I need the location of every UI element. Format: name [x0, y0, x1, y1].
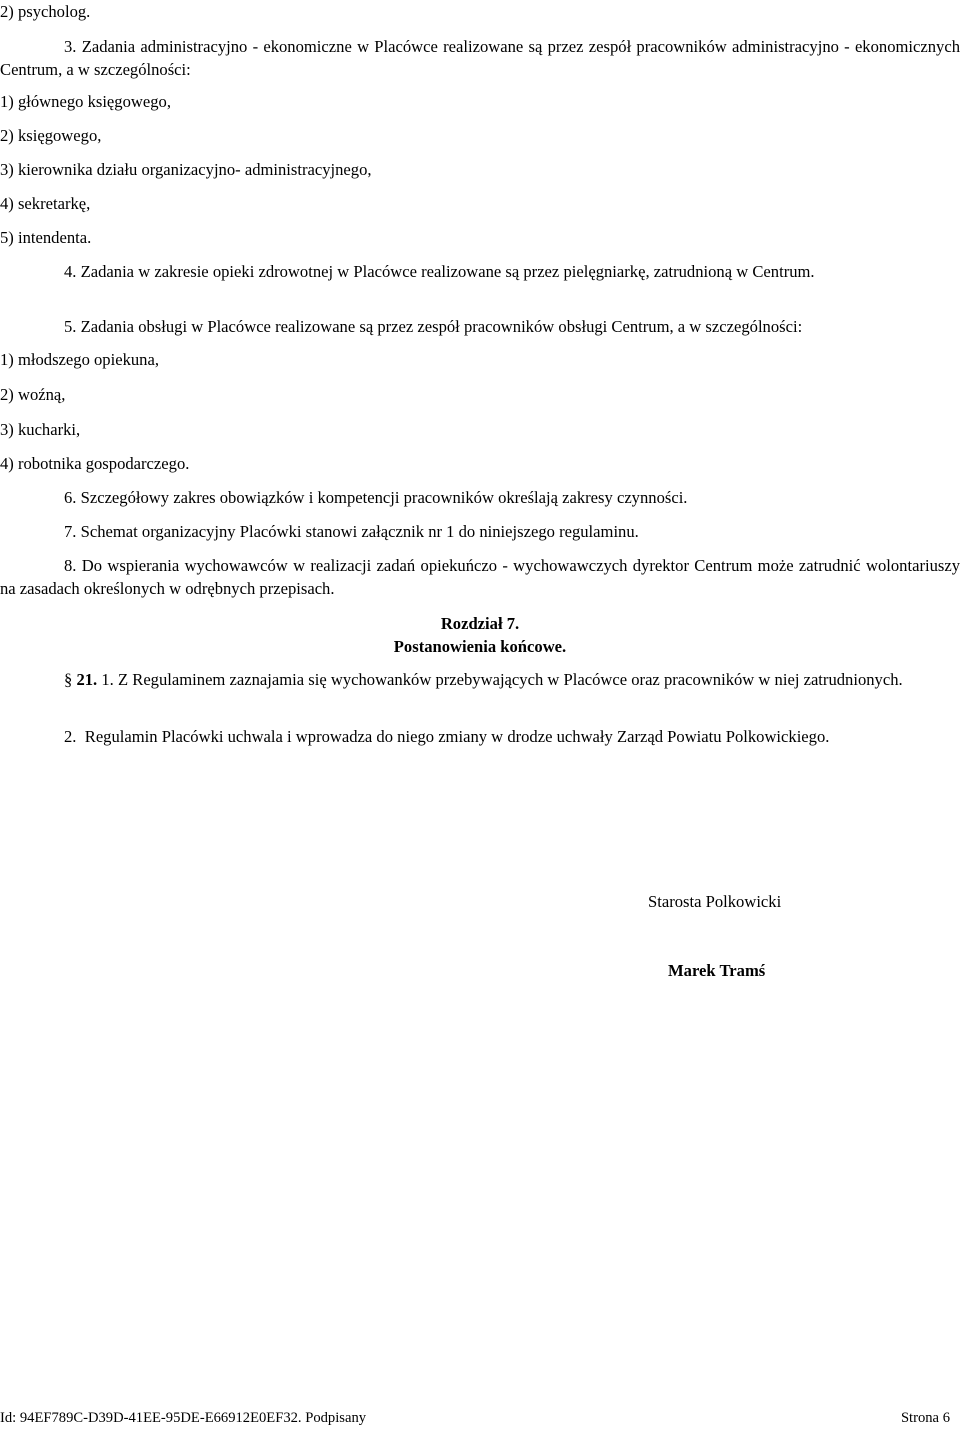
paragraph-number: 3.	[64, 37, 77, 56]
paragraph-number: 2.	[64, 727, 77, 746]
paragraph-4	[0, 260, 960, 283]
final-section-2	[0, 725, 960, 748]
chapter-title: Rozdział 7.	[440, 614, 520, 633]
final-section-1	[0, 668, 960, 691]
paragraph-3	[0, 35, 960, 81]
paragraph-text: Zadania obsługi w Placówce realizowane są przez zespół pracowników obsługi Centrum, a w szczególności:	[80, 317, 803, 336]
paragraph-number: 5.	[64, 317, 77, 336]
list-item: 3) kucharki,	[0, 420, 81, 439]
paragraph-text: Regulamin Placówki uchwala i wprowadza do niego zmiany w drodze uchwały Zarząd Powiatu Polkowickiego.	[84, 727, 830, 746]
list-item: 2) psycholog.	[0, 2, 91, 21]
paragraph-text: Do wspierania wychowawców w realizacji zadań opiekuńczo - wychowawczych dyrektor Centrum może zatrudnić wolontariuszy na zasadach określonych w odrębnych przepisach.	[0, 556, 960, 598]
paragraph-number: 4.	[64, 262, 77, 281]
paragraph-text: Z Regulaminem zaznajamia się wychowanków przebywających w Placówce oraz pracowników w niej zatrudnionych.	[117, 670, 903, 689]
list-item: 1) młodszego opiekuna,	[0, 350, 159, 369]
list-item: 3) kierownika działu organizacyjno- administracyjnego,	[0, 160, 372, 179]
paragraph-number: 1.	[101, 670, 114, 689]
page-number: Strona 6	[900, 1410, 950, 1426]
list-item: 2) woźną,	[0, 385, 66, 404]
paragraph-7	[64, 520, 639, 543]
section-number: § 21.	[64, 670, 98, 689]
paragraph-number: 6.	[64, 488, 77, 507]
paragraph-6	[64, 486, 687, 509]
paragraph-text: Zadania administracyjno - ekonomiczne w Placówce realizowane są przez zespół pracowników administracyjno - ekonomicznych Centrum, a w szczególności:	[0, 37, 960, 79]
paragraph-text: Schemat organizacyjny Placówki stanowi załącznik nr 1 do niniejszego regulaminu.	[80, 522, 639, 541]
signature-name: Marek Tramś	[668, 961, 766, 980]
signature-role: Starosta Polkowicki	[648, 892, 782, 911]
paragraph-5	[64, 315, 802, 338]
paragraph-text: Szczegółowy zakres obowiązków i kompetencji pracowników określają zakresy czynności.	[80, 488, 688, 507]
list-item: 4) sekretarkę,	[0, 194, 91, 213]
paragraph-number: 7.	[64, 522, 77, 541]
paragraph-text: Zadania w zakresie opieki zdrowotnej w Placówce realizowane są przez pielęgniarkę, zatrudnioną w Centrum.	[80, 262, 815, 281]
chapter-subtitle: Postanowienia końcowe.	[393, 637, 567, 656]
document-id: Id: 94EF789C-D39D-41EE-95DE-E66912E0EF32. Podpisany	[0, 1410, 367, 1426]
list-item: 5) intendenta.	[0, 228, 92, 247]
list-item: 2) księgowego,	[0, 126, 102, 145]
paragraph-number: 8.	[64, 556, 77, 575]
list-item: 4) robotnika gospodarczego.	[0, 454, 190, 473]
list-item: 1) głównego księgowego,	[0, 92, 171, 111]
paragraph-8	[0, 554, 960, 600]
